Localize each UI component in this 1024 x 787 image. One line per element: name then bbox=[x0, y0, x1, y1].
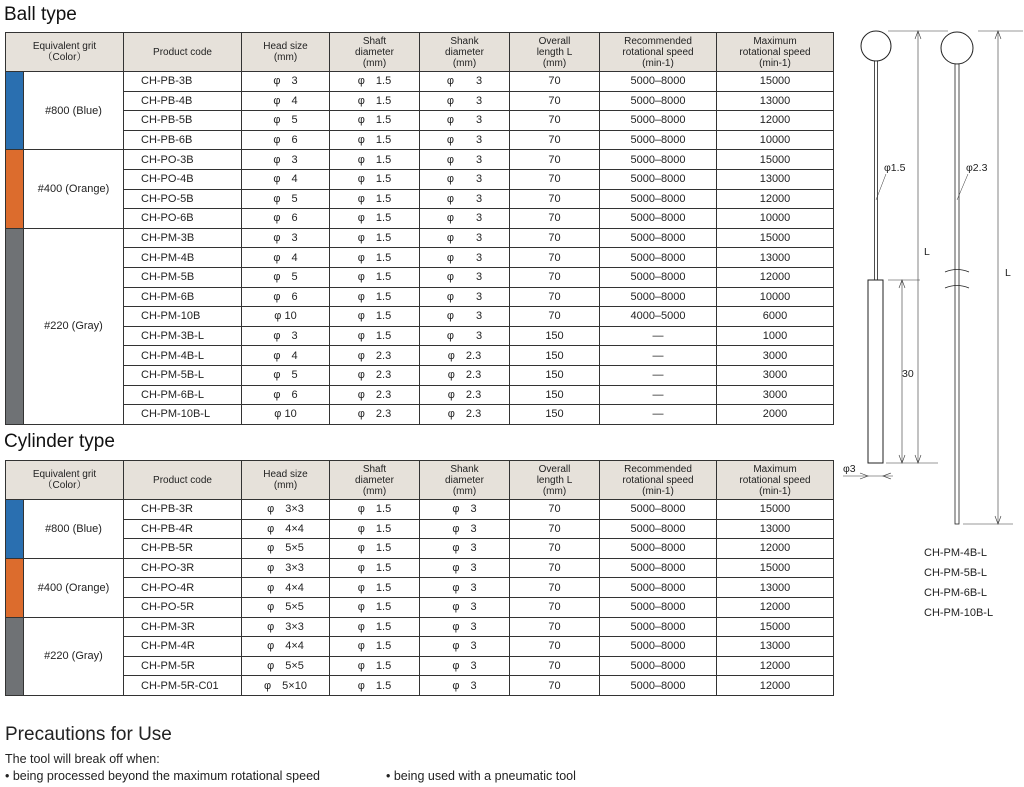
table-cell: 5000–8000 bbox=[600, 597, 717, 617]
table-cell: 12000 bbox=[717, 676, 834, 696]
table-cell: φ 3 bbox=[242, 150, 330, 170]
table-cell: 5000–8000 bbox=[600, 248, 717, 268]
table-row bbox=[6, 150, 834, 170]
table-row bbox=[6, 656, 834, 676]
table-cell: 15000 bbox=[717, 617, 834, 637]
table-cell: φ 3 bbox=[420, 72, 510, 92]
table-cell: 15000 bbox=[717, 558, 834, 578]
table-cell: 5000–8000 bbox=[600, 150, 717, 170]
table-cell: 5000–8000 bbox=[600, 209, 717, 229]
table-cell: φ 2.3 bbox=[330, 405, 420, 425]
table-cell: 5000–8000 bbox=[600, 617, 717, 637]
table-cell: 5000–8000 bbox=[600, 676, 717, 696]
table-cell: φ 3 bbox=[420, 287, 510, 307]
product-code-cell: CH-PO-5R bbox=[124, 597, 242, 617]
table-cell: 150 bbox=[510, 405, 600, 425]
table-cell: 3000 bbox=[717, 385, 834, 405]
table-cell: φ 4 bbox=[242, 91, 330, 111]
table-cell: φ 3×3 bbox=[242, 617, 330, 637]
column-header: Head size (mm) bbox=[242, 33, 330, 72]
column-header: Maximum rotational speed (min-1) bbox=[717, 461, 834, 500]
product-code-cell: CH-PM-5B-L bbox=[124, 365, 242, 385]
column-header: Recommended rotational speed (min-1) bbox=[600, 33, 717, 72]
table-cell: 5000–8000 bbox=[600, 519, 717, 539]
table-cell: 70 bbox=[510, 248, 600, 268]
table-row bbox=[6, 307, 834, 327]
product-code-cell: CH-PM-5B bbox=[124, 267, 242, 287]
table-cell: 5000–8000 bbox=[600, 72, 717, 92]
grit-group-label: #800 (Blue) bbox=[24, 500, 124, 559]
table-cell: φ 1.5 bbox=[330, 597, 420, 617]
table-cell: 150 bbox=[510, 365, 600, 385]
table-cell: φ 5 bbox=[242, 267, 330, 287]
table-cell: 13000 bbox=[717, 169, 834, 189]
table-cell: φ 3 bbox=[420, 326, 510, 346]
table-cell: 70 bbox=[510, 637, 600, 657]
precautions-title: Precautions for Use bbox=[5, 724, 172, 745]
table-cell: φ 6 bbox=[242, 385, 330, 405]
table-cell: 1000 bbox=[717, 326, 834, 346]
table-cell: φ 3 bbox=[420, 228, 510, 248]
table-cell: 10000 bbox=[717, 287, 834, 307]
table-cell: φ 5 bbox=[242, 111, 330, 131]
table-cell: φ 2.3 bbox=[330, 385, 420, 405]
table-cell: φ 3 bbox=[420, 578, 510, 598]
table-cell: φ 2.3 bbox=[420, 405, 510, 425]
table-cell: φ 2.3 bbox=[330, 346, 420, 366]
table-cell: φ 5 bbox=[242, 365, 330, 385]
product-code-cell: CH-PM-3R bbox=[124, 617, 242, 637]
grit-color-swatch bbox=[6, 558, 24, 617]
table-cell: φ 4 bbox=[242, 248, 330, 268]
table-cell: φ 5×5 bbox=[242, 539, 330, 559]
table-cell: φ 3 bbox=[420, 558, 510, 578]
table-row bbox=[6, 500, 834, 520]
grit-group-label: #400 (Orange) bbox=[24, 150, 124, 228]
ball-head-left bbox=[861, 31, 891, 61]
table-cell: φ 5×5 bbox=[242, 597, 330, 617]
product-code-cell: CH-PM-4R bbox=[124, 637, 242, 657]
table-cell: 5000–8000 bbox=[600, 656, 717, 676]
grit-group-label: #800 (Blue) bbox=[24, 72, 124, 150]
table-cell: φ 2.3 bbox=[420, 365, 510, 385]
table-cell: 2000 bbox=[717, 405, 834, 425]
column-header: Overall length L (mm) bbox=[510, 461, 600, 500]
table-cell: φ 1.5 bbox=[330, 91, 420, 111]
table-cell: 13000 bbox=[717, 248, 834, 268]
grit-color-swatch bbox=[6, 500, 24, 559]
table-cell: 12000 bbox=[717, 539, 834, 559]
product-code-cell: CH-PM-5R-C01 bbox=[124, 676, 242, 696]
table-cell: 150 bbox=[510, 326, 600, 346]
table-cell: 3000 bbox=[717, 365, 834, 385]
table-row bbox=[6, 597, 834, 617]
table-cell: 5000–8000 bbox=[600, 637, 717, 657]
table-cell: 150 bbox=[510, 385, 600, 405]
length-left-label: L bbox=[924, 246, 930, 258]
product-code-cell: CH-PB-5B bbox=[124, 111, 242, 131]
table-cell: 5000–8000 bbox=[600, 189, 717, 209]
table-cell: φ 10 bbox=[242, 307, 330, 327]
header-row bbox=[6, 33, 834, 72]
table-cell: φ 3 bbox=[420, 169, 510, 189]
product-code-cell: CH-PM-3B-L bbox=[124, 326, 242, 346]
table-cell: φ 1.5 bbox=[330, 72, 420, 92]
table-cell: 70 bbox=[510, 676, 600, 696]
table-cell: φ 3×3 bbox=[242, 500, 330, 520]
table-cell: φ 3 bbox=[420, 539, 510, 559]
table-row bbox=[6, 578, 834, 598]
table-cell: — bbox=[600, 385, 717, 405]
table-cell: φ 6 bbox=[242, 130, 330, 150]
table-cell: φ 1.5 bbox=[330, 500, 420, 520]
table-cell: φ 4 bbox=[242, 169, 330, 189]
table-cell: φ 1.5 bbox=[330, 539, 420, 559]
table-cell: — bbox=[600, 365, 717, 385]
table-cell: φ 4 bbox=[242, 346, 330, 366]
table-cell: 70 bbox=[510, 228, 600, 248]
table-cell: 70 bbox=[510, 578, 600, 598]
cylinder-type-title: Cylinder type bbox=[4, 431, 115, 452]
grit-group-label: #400 (Orange) bbox=[24, 558, 124, 617]
table-cell: 13000 bbox=[717, 578, 834, 598]
table-row bbox=[6, 267, 834, 287]
product-code-cell: CH-PM-4B-L bbox=[124, 346, 242, 366]
tool-dimension-drawing bbox=[838, 28, 1024, 528]
table-row bbox=[6, 405, 834, 425]
table-cell: 4000–5000 bbox=[600, 307, 717, 327]
table-cell: φ 6 bbox=[242, 209, 330, 229]
table-cell: φ 3 bbox=[420, 111, 510, 131]
product-code-cell: CH-PO-4B bbox=[124, 169, 242, 189]
shaft-left bbox=[875, 61, 878, 280]
table-cell: 12000 bbox=[717, 111, 834, 131]
shank-left bbox=[868, 280, 883, 463]
table-cell: 70 bbox=[510, 209, 600, 229]
table-cell: 12000 bbox=[717, 597, 834, 617]
table-row bbox=[6, 558, 834, 578]
table-row bbox=[6, 365, 834, 385]
table-cell: φ 1.5 bbox=[330, 130, 420, 150]
table-cell: φ 3 bbox=[420, 500, 510, 520]
column-header: Head size (mm) bbox=[242, 461, 330, 500]
table-row bbox=[6, 287, 834, 307]
table-cell: φ 3 bbox=[420, 519, 510, 539]
table-cell: φ 1.5 bbox=[330, 267, 420, 287]
table-cell: φ 1.5 bbox=[330, 150, 420, 170]
grit-color-swatch bbox=[6, 617, 24, 695]
ball-head-right bbox=[941, 32, 973, 64]
table-row bbox=[6, 385, 834, 405]
product-code-cell: CH-PB-6B bbox=[124, 130, 242, 150]
table-cell: φ 1.5 bbox=[330, 578, 420, 598]
table-cell: φ 1.5 bbox=[330, 189, 420, 209]
table-row bbox=[6, 72, 834, 92]
grit-color-swatch bbox=[6, 72, 24, 150]
table-row bbox=[6, 617, 834, 637]
table-cell: 15000 bbox=[717, 500, 834, 520]
shank-length-label: 30 bbox=[902, 368, 914, 380]
table-cell: 5000–8000 bbox=[600, 500, 717, 520]
table-cell: φ 3 bbox=[420, 248, 510, 268]
product-code-cell: CH-PM-3B bbox=[124, 228, 242, 248]
column-header: Overall length L (mm) bbox=[510, 33, 600, 72]
table-cell: 5000–8000 bbox=[600, 267, 717, 287]
ball-type-title: Ball type bbox=[4, 4, 77, 25]
shaft-right bbox=[955, 64, 959, 524]
precaution-item: • being used with a pneumatic tool bbox=[386, 769, 576, 783]
product-code-cell: CH-PO-5B bbox=[124, 189, 242, 209]
product-code-cell: CH-PM-4B bbox=[124, 248, 242, 268]
grit-group-label: #220 (Gray) bbox=[24, 617, 124, 695]
column-header: Shaft diameter (mm) bbox=[330, 33, 420, 72]
product-code-cell: CH-PB-3B bbox=[124, 72, 242, 92]
table-cell: 70 bbox=[510, 617, 600, 637]
table-cell: 5000–8000 bbox=[600, 287, 717, 307]
table-cell: φ 1.5 bbox=[330, 209, 420, 229]
figure-model: CH-PM-4B-L bbox=[924, 547, 987, 559]
table-cell: 70 bbox=[510, 169, 600, 189]
product-code-cell: CH-PO-6B bbox=[124, 209, 242, 229]
grit-color-swatch bbox=[6, 228, 24, 424]
table-cell: φ 3 bbox=[420, 307, 510, 327]
table-row bbox=[6, 111, 834, 131]
table-cell: φ 5×5 bbox=[242, 656, 330, 676]
column-header: Product code bbox=[124, 461, 242, 500]
table-cell: φ 1.5 bbox=[330, 558, 420, 578]
precautions-intro: The tool will break off when: bbox=[5, 752, 160, 766]
table-cell: φ 3 bbox=[420, 91, 510, 111]
table-row bbox=[6, 676, 834, 696]
table-cell: 15000 bbox=[717, 72, 834, 92]
table-cell: φ 3 bbox=[420, 209, 510, 229]
table-cell: φ 3 bbox=[420, 189, 510, 209]
figure-model: CH-PM-6B-L bbox=[924, 587, 987, 599]
table-cell: φ 3 bbox=[420, 617, 510, 637]
table-row bbox=[6, 539, 834, 559]
table-cell: φ 1.5 bbox=[330, 637, 420, 657]
table-cell: 6000 bbox=[717, 307, 834, 327]
column-header: Equivalent grit （Color） bbox=[6, 461, 124, 500]
product-code-cell: CH-PO-3B bbox=[124, 150, 242, 170]
product-code-cell: CH-PO-3R bbox=[124, 558, 242, 578]
table-cell: 70 bbox=[510, 656, 600, 676]
product-code-cell: CH-PB-4R bbox=[124, 519, 242, 539]
table-row bbox=[6, 637, 834, 657]
product-code-cell: CH-PM-6B bbox=[124, 287, 242, 307]
table-cell: — bbox=[600, 405, 717, 425]
table-row bbox=[6, 346, 834, 366]
table-cell: φ 4×4 bbox=[242, 578, 330, 598]
table-cell: 70 bbox=[510, 307, 600, 327]
table-cell: — bbox=[600, 326, 717, 346]
table-cell: φ 1.5 bbox=[330, 111, 420, 131]
column-header: Shank diameter (mm) bbox=[420, 33, 510, 72]
table-cell: φ 6 bbox=[242, 287, 330, 307]
column-header: Recommended rotational speed (min-1) bbox=[600, 461, 717, 500]
table-cell: 70 bbox=[510, 189, 600, 209]
table-cell: 10000 bbox=[717, 209, 834, 229]
product-code-cell: CH-PM-10B-L bbox=[124, 405, 242, 425]
table-row bbox=[6, 91, 834, 111]
table-cell: 13000 bbox=[717, 519, 834, 539]
table-cell: φ 3 bbox=[242, 326, 330, 346]
product-code-cell: CH-PM-5R bbox=[124, 656, 242, 676]
grit-color-swatch bbox=[6, 150, 24, 228]
table-cell: φ 1.5 bbox=[330, 326, 420, 346]
table-cell: 5000–8000 bbox=[600, 578, 717, 598]
table-cell: 70 bbox=[510, 130, 600, 150]
column-header: Maximum rotational speed (min-1) bbox=[717, 33, 834, 72]
column-header: Shank diameter (mm) bbox=[420, 461, 510, 500]
table-cell: 70 bbox=[510, 91, 600, 111]
column-header: Product code bbox=[124, 33, 242, 72]
table-row bbox=[6, 228, 834, 248]
product-code-cell: CH-PB-4B bbox=[124, 91, 242, 111]
table-cell: 70 bbox=[510, 539, 600, 559]
table-cell: 12000 bbox=[717, 267, 834, 287]
table-cell: φ 5 bbox=[242, 189, 330, 209]
table-cell: φ 1.5 bbox=[330, 656, 420, 676]
table-cell: φ 4×4 bbox=[242, 519, 330, 539]
table-cell: φ 1.5 bbox=[330, 248, 420, 268]
table-row bbox=[6, 169, 834, 189]
table-cell: φ 3 bbox=[420, 656, 510, 676]
table-cell: φ 3 bbox=[420, 150, 510, 170]
table-cell: 15000 bbox=[717, 150, 834, 170]
table-cell: 5000–8000 bbox=[600, 130, 717, 150]
product-code-cell: CH-PO-4R bbox=[124, 578, 242, 598]
table-cell: 70 bbox=[510, 519, 600, 539]
table-cell: φ 4×4 bbox=[242, 637, 330, 657]
table-cell: 5000–8000 bbox=[600, 111, 717, 131]
table-cell: 70 bbox=[510, 72, 600, 92]
table-cell: φ 1.5 bbox=[330, 307, 420, 327]
table-cell: 5000–8000 bbox=[600, 169, 717, 189]
table-cell: 70 bbox=[510, 500, 600, 520]
table-cell: 12000 bbox=[717, 656, 834, 676]
table-cell: φ 3 bbox=[420, 597, 510, 617]
table-cell: φ 2.3 bbox=[330, 365, 420, 385]
table-cell: φ 2.3 bbox=[420, 346, 510, 366]
table-cell: φ 1.5 bbox=[330, 228, 420, 248]
figure-model-list bbox=[924, 543, 993, 623]
table-row bbox=[6, 326, 834, 346]
table-cell: φ 3 bbox=[420, 267, 510, 287]
table-cell: φ 3 bbox=[420, 637, 510, 657]
grit-group-label: #220 (Gray) bbox=[24, 228, 124, 424]
cylinder-type-table bbox=[5, 460, 834, 696]
product-code-cell: CH-PM-10B bbox=[124, 307, 242, 327]
table-cell: 15000 bbox=[717, 228, 834, 248]
table-cell: φ 3×3 bbox=[242, 558, 330, 578]
table-cell: φ 3 bbox=[242, 228, 330, 248]
table-row bbox=[6, 189, 834, 209]
table-cell: 10000 bbox=[717, 130, 834, 150]
column-header: Shaft diameter (mm) bbox=[330, 461, 420, 500]
shank-diameter-label: φ3 bbox=[843, 463, 856, 475]
table-cell: 70 bbox=[510, 111, 600, 131]
shaft-right-label: φ2.3 bbox=[966, 162, 988, 174]
table-cell: φ 2.3 bbox=[420, 385, 510, 405]
table-cell: 13000 bbox=[717, 637, 834, 657]
precaution-item: • being processed beyond the maximum rotational speed bbox=[5, 769, 320, 783]
table-cell: 5000–8000 bbox=[600, 228, 717, 248]
ball-type-table bbox=[5, 32, 834, 425]
table-cell: 5000–8000 bbox=[600, 558, 717, 578]
table-cell: 5000–8000 bbox=[600, 539, 717, 559]
product-code-cell: CH-PB-3R bbox=[124, 500, 242, 520]
product-code-cell: CH-PB-5R bbox=[124, 539, 242, 559]
figure-model: CH-PM-10B-L bbox=[924, 607, 994, 619]
table-row bbox=[6, 130, 834, 150]
table-cell: 3000 bbox=[717, 346, 834, 366]
table-row bbox=[6, 519, 834, 539]
table-cell: 70 bbox=[510, 287, 600, 307]
shaft-left-label: φ1.5 bbox=[884, 162, 906, 174]
table-cell: φ 10 bbox=[242, 405, 330, 425]
table-cell: 70 bbox=[510, 597, 600, 617]
length-right-label: L bbox=[1005, 267, 1011, 279]
table-cell: φ 1.5 bbox=[330, 169, 420, 189]
table-cell: 70 bbox=[510, 267, 600, 287]
table-cell: 70 bbox=[510, 558, 600, 578]
header-row bbox=[6, 461, 834, 500]
table-row bbox=[6, 248, 834, 268]
product-code-cell: CH-PM-6B-L bbox=[124, 385, 242, 405]
table-cell: φ 3 bbox=[242, 72, 330, 92]
table-cell: 12000 bbox=[717, 189, 834, 209]
table-row bbox=[6, 209, 834, 229]
figure-model: CH-PM-5B-L bbox=[924, 567, 987, 579]
table-cell: φ 1.5 bbox=[330, 617, 420, 637]
table-cell: φ 3 bbox=[420, 130, 510, 150]
column-header: Equivalent grit （Color） bbox=[6, 33, 124, 72]
table-cell: 70 bbox=[510, 150, 600, 170]
table-cell: 5000–8000 bbox=[600, 91, 717, 111]
table-cell: φ 3 bbox=[420, 676, 510, 696]
table-cell: 13000 bbox=[717, 91, 834, 111]
table-cell: φ 1.5 bbox=[330, 287, 420, 307]
table-cell: 150 bbox=[510, 346, 600, 366]
table-cell: — bbox=[600, 346, 717, 366]
table-cell: φ 1.5 bbox=[330, 519, 420, 539]
table-cell: φ 5×10 bbox=[242, 676, 330, 696]
table-cell: φ 1.5 bbox=[330, 676, 420, 696]
